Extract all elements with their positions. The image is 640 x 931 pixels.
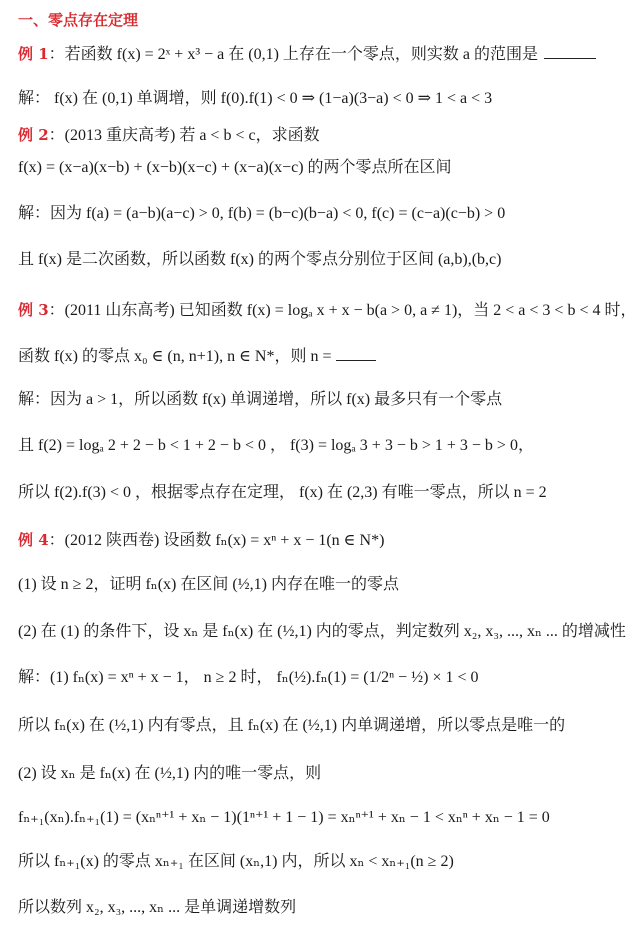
example-3-solution-3: 所以 f(2).f(3) < 0 ，根据零点存在定理， f(x) 在 (2,3) 有唯一零点，所以 n = 2 [18,484,547,501]
example-4-question [18,530,634,551]
example-4-solution-4: fₙ₊₁(xₙ).fₙ₊₁(1) = (xₙⁿ⁺¹ + xₙ − 1)(1ⁿ⁺¹ + 1 − 1) = xₙⁿ⁺¹ + xₙ − 1 < xₙⁿ + xₙ − 1 = 0 [18,809,550,826]
example-4-solution-2: 所以 fₙ(x) 在 (½,1) 内有零点，且 fₙ(x) 在 (½,1) 内单调递增，所以零点是唯一的 [18,717,566,734]
example-4-label: 例 4 [18,531,49,549]
example-3-question [18,300,637,321]
example-4-text: ：(2012 陕西卷) 设函数 fₙ(x) = xⁿ + x − 1(n ∈ N*) [48,532,385,549]
example-3-solution-1: 解：因为 a > 1，所以函数 f(x) 单调递增，所以 f(x) 最多只有一个零点 [18,391,503,408]
example-2-function: f(x) = (x−a)(x−b) + (x−b)(x−c) + (x−a)(x−c) 的两个零点所在区间 [18,159,452,176]
example-4-part-1: (1) 设 n ≥ 2，证明 fₙ(x) 在区间 (½,1) 内存在唯一的零点 [18,576,400,593]
example-4-solution-6: 所以数列 x₂, x₃, ..., xₙ ... 是单调递增数列 [18,899,297,916]
example-3-solution-2: 且 f(2) = logₐ 2 + 2 − b < 1 + 2 − b < 0 ， f(3) = logₐ 3 + 3 − b > 1 + 3 − b > 0， [18,437,534,454]
example-4-part-2: (2) 在 (1) 的条件下，设 xₙ 是 fₙ(x) 在 (½,1) 内的零点，判定数列 x₂, x₃, ..., xₙ ... 的增减性 [18,623,626,640]
example-3-text: ：(2011 山东高考) 已知函数 f(x) = logₐ x + x − b(a > 0, a ≠ 1)，当 2 < a < 3 < b < 4 时， [48,302,637,319]
example-2-solution-2: 且 f(x) 是二次函数，所以函数 f(x) 的两个零点分别位于区间 (a,b),(b,c) [18,251,502,268]
section-title: 一、零点存在定理 [18,11,139,29]
example-1-label: 例 1 [18,45,49,63]
example-2-text: ：(2013 重庆高考) 若 a < b < c，求函数 [48,127,320,144]
answer-blank [544,58,596,59]
example-2-solution-1: 解：因为 f(a) = (a−b)(a−c) > 0, f(b) = (b−c)(b−a) < 0, f(c) = (c−a)(c−b) > 0 [18,205,506,222]
example-4-solution-3: (2) 设 xₙ 是 fₙ(x) 在 (½,1) 内的唯一零点，则 [18,765,322,782]
example-3-question-2 [18,346,634,367]
example-3-text-2: 函数 f(x) 的零点 x₀ ∈ (n, n+1), n ∈ N*，则 n = [18,348,332,365]
example-3-label: 例 3 [18,301,49,319]
example-4-solution-5: 所以 fₙ₊₁(x) 的零点 xₙ₊₁ 在区间 (xₙ,1) 内，所以 xₙ < xₙ₊₁(n ≥ 2) [18,853,454,870]
example-1-solution: 解： f(x) 在 (0,1) 单调增，则 f(0).f(1) < 0 ⇒ (1−a)(3−a) < 0 ⇒ 1 < a < 3 [18,90,493,107]
example-2-question [18,125,634,146]
example-2-label: 例 2 [18,126,49,144]
example-4-solution-1: 解：(1) fₙ(x) = xⁿ + x − 1， n ≥ 2 时， fₙ(½).fₙ(1) = (1/2ⁿ − ½) × 1 < 0 [18,669,479,686]
answer-blank [336,360,376,361]
example-1-question [18,44,634,65]
example-1-text: ：若函数 f(x) = 2ˣ + x³ − a 在 (0,1) 上存在一个零点，则实数 a 的范围是 [48,46,539,63]
